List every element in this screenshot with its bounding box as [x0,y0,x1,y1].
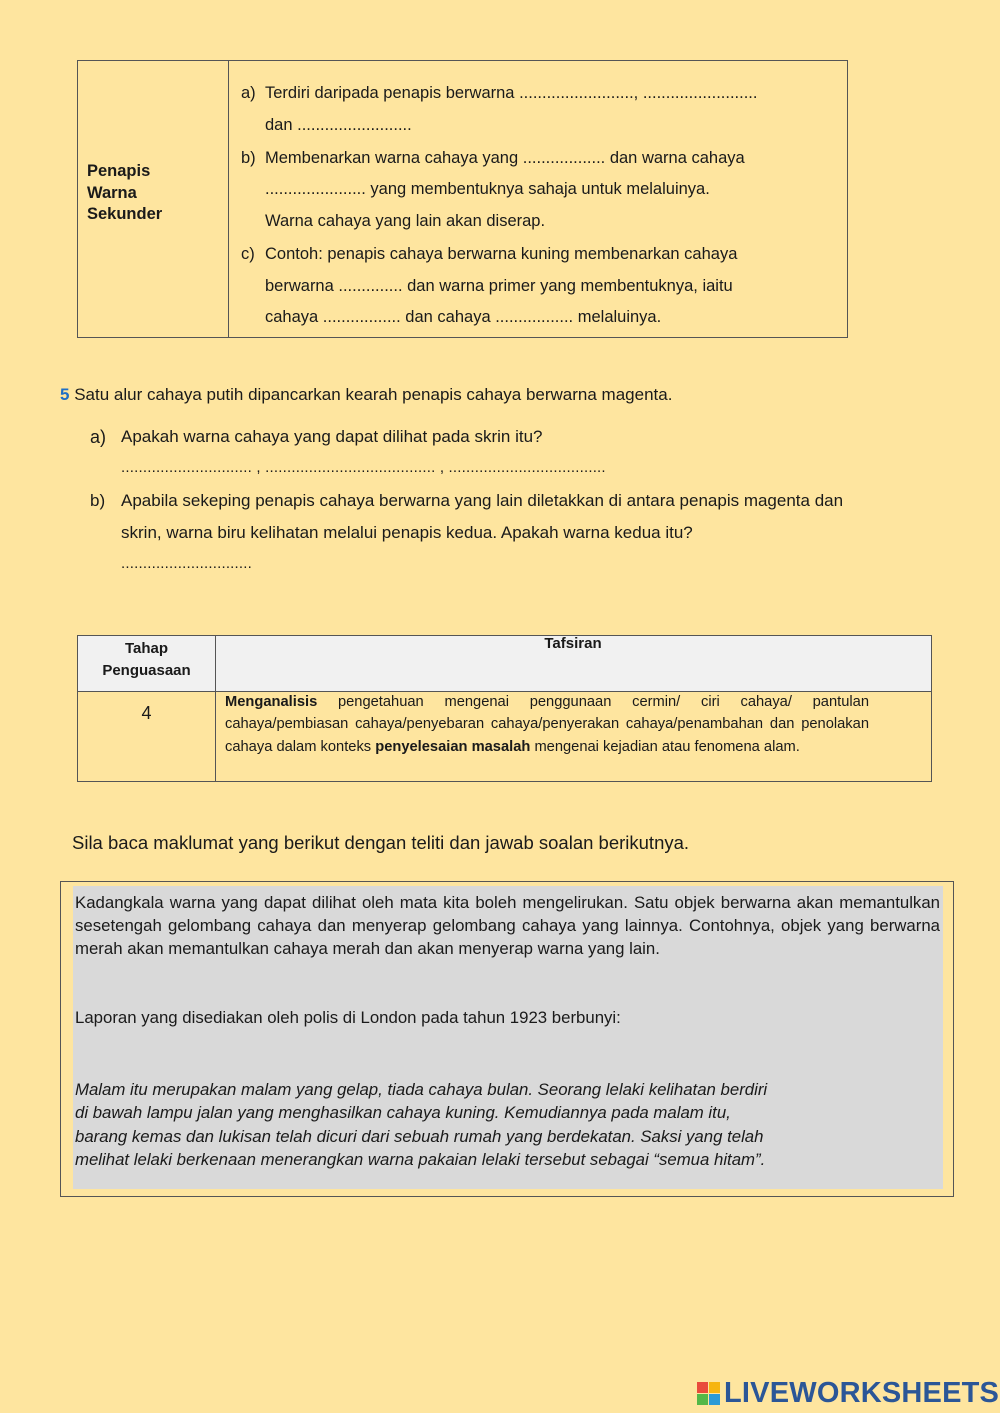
item-a-label: a) [241,84,256,102]
table-label-cell [78,61,229,337]
item-b-label: b) [241,149,256,167]
secondary-filter-table [77,60,848,338]
question-5 [60,385,672,405]
mastery-level-value: 4 [141,703,152,723]
mastery-description: Menganalisis pengetahuan mengenai penggunaan cermin/ ciri cahaya/ pantulan cahaya/pembiasan cahaya/penyebaran cahaya/penyerakan cahaya/penambahan dan penolakan cahaya dalam konteks penyelesaian masalah mengenai kejadian atau fenomena alam. [225,694,869,755]
item-c-line1: Contoh: penapis cahaya berwarna kuning membenarkan cahaya [265,245,738,263]
answer-a-field[interactable]: .............................. , ....................................... , .................................... [121,459,606,476]
question-b-line2: skrin, warna biru kelihatan melalui penapis kedua. Apakah warna kedua itu? [121,523,693,542]
question-a-text: Apakah warna cahaya yang dapat dilihat pada skrin itu? [121,427,543,446]
item-a-line2: dan ......................... [265,116,412,134]
item-c-line3: cahaya ................. dan cahaya ................. melaluinya. [265,308,662,326]
item-b-line2: ...................... yang membentuknya sahaja untuk melaluinya. [265,180,710,198]
question-number: 5 [60,385,70,404]
passage-report-quote: Malam itu merupakan malam yang gelap, tiada cahaya bulan. Seorang lelaki kelihatan berdiri di bawah lampu jalan yang menghasilkan cahaya kuning. Kemudiannya pada malam itu, barang kemas dan lukisan telah dicuri dari sebuah rumah yang berdekatan. Saksi yang telah melihat lelaki berkenaan menerangkan warna pakaian lelaki tersebut sebagai “semua hitam”. [75,1080,768,1169]
question-b-line1: Apabila sekeping penapis cahaya berwarna yang lain diletakkan di antara penapis magenta dan [121,491,844,510]
liveworksheets-logo [697,1377,999,1409]
answer-b-field[interactable]: .............................. [121,555,253,572]
column-header-level: Tahap Penguasaan [102,640,191,679]
item-a-line1: Terdiri daripada penapis berwarna ........................., ......................... [265,84,758,102]
column-header-interpretation: Tafsiran [544,635,602,652]
question-text: Satu alur cahaya putih dipancarkan kearah penapis cahaya berwarna magenta. [74,385,673,404]
item-c-line2: berwarna .............. dan warna primer yang membentuknya, iaitu [265,277,733,295]
logo-mark-icon [697,1382,720,1405]
passage-paragraph-1: Kadangkala warna yang dapat dilihat oleh mata kita boleh mengelirukan. Satu objek berwarna akan memantulkan sesetengah gelombang cahaya dan menyerap gelombang cahaya yang lainnya. Contohnya, objek yang berwarna merah akan memantulkan cahaya merah dan akan menyerap warna yang lain. [75,893,940,958]
question-b-label: b) [90,491,106,510]
passage-shaded-area [73,886,943,1189]
passage-box [60,881,954,1197]
item-b-line1: Membenarkan warna cahaya yang .................. dan warna cahaya [265,149,745,167]
column-divider [215,636,216,781]
mastery-level-table [77,635,932,782]
question-a-label: a) [90,427,107,447]
logo-text: LIVEWORKSHEETS [724,1377,1000,1409]
item-c-label: c) [241,245,255,263]
table-row-header: Penapis Warna Sekunder [87,162,163,223]
item-b-line3: Warna cahaya yang lain akan diserap. [265,212,546,230]
instruction-text: Sila baca maklumat yang berikut dengan teliti dan jawab soalan berikutnya. [72,832,690,853]
passage-paragraph-2: Laporan yang disediakan oleh polis di London pada tahun 1923 berbunyi: [75,1008,621,1027]
